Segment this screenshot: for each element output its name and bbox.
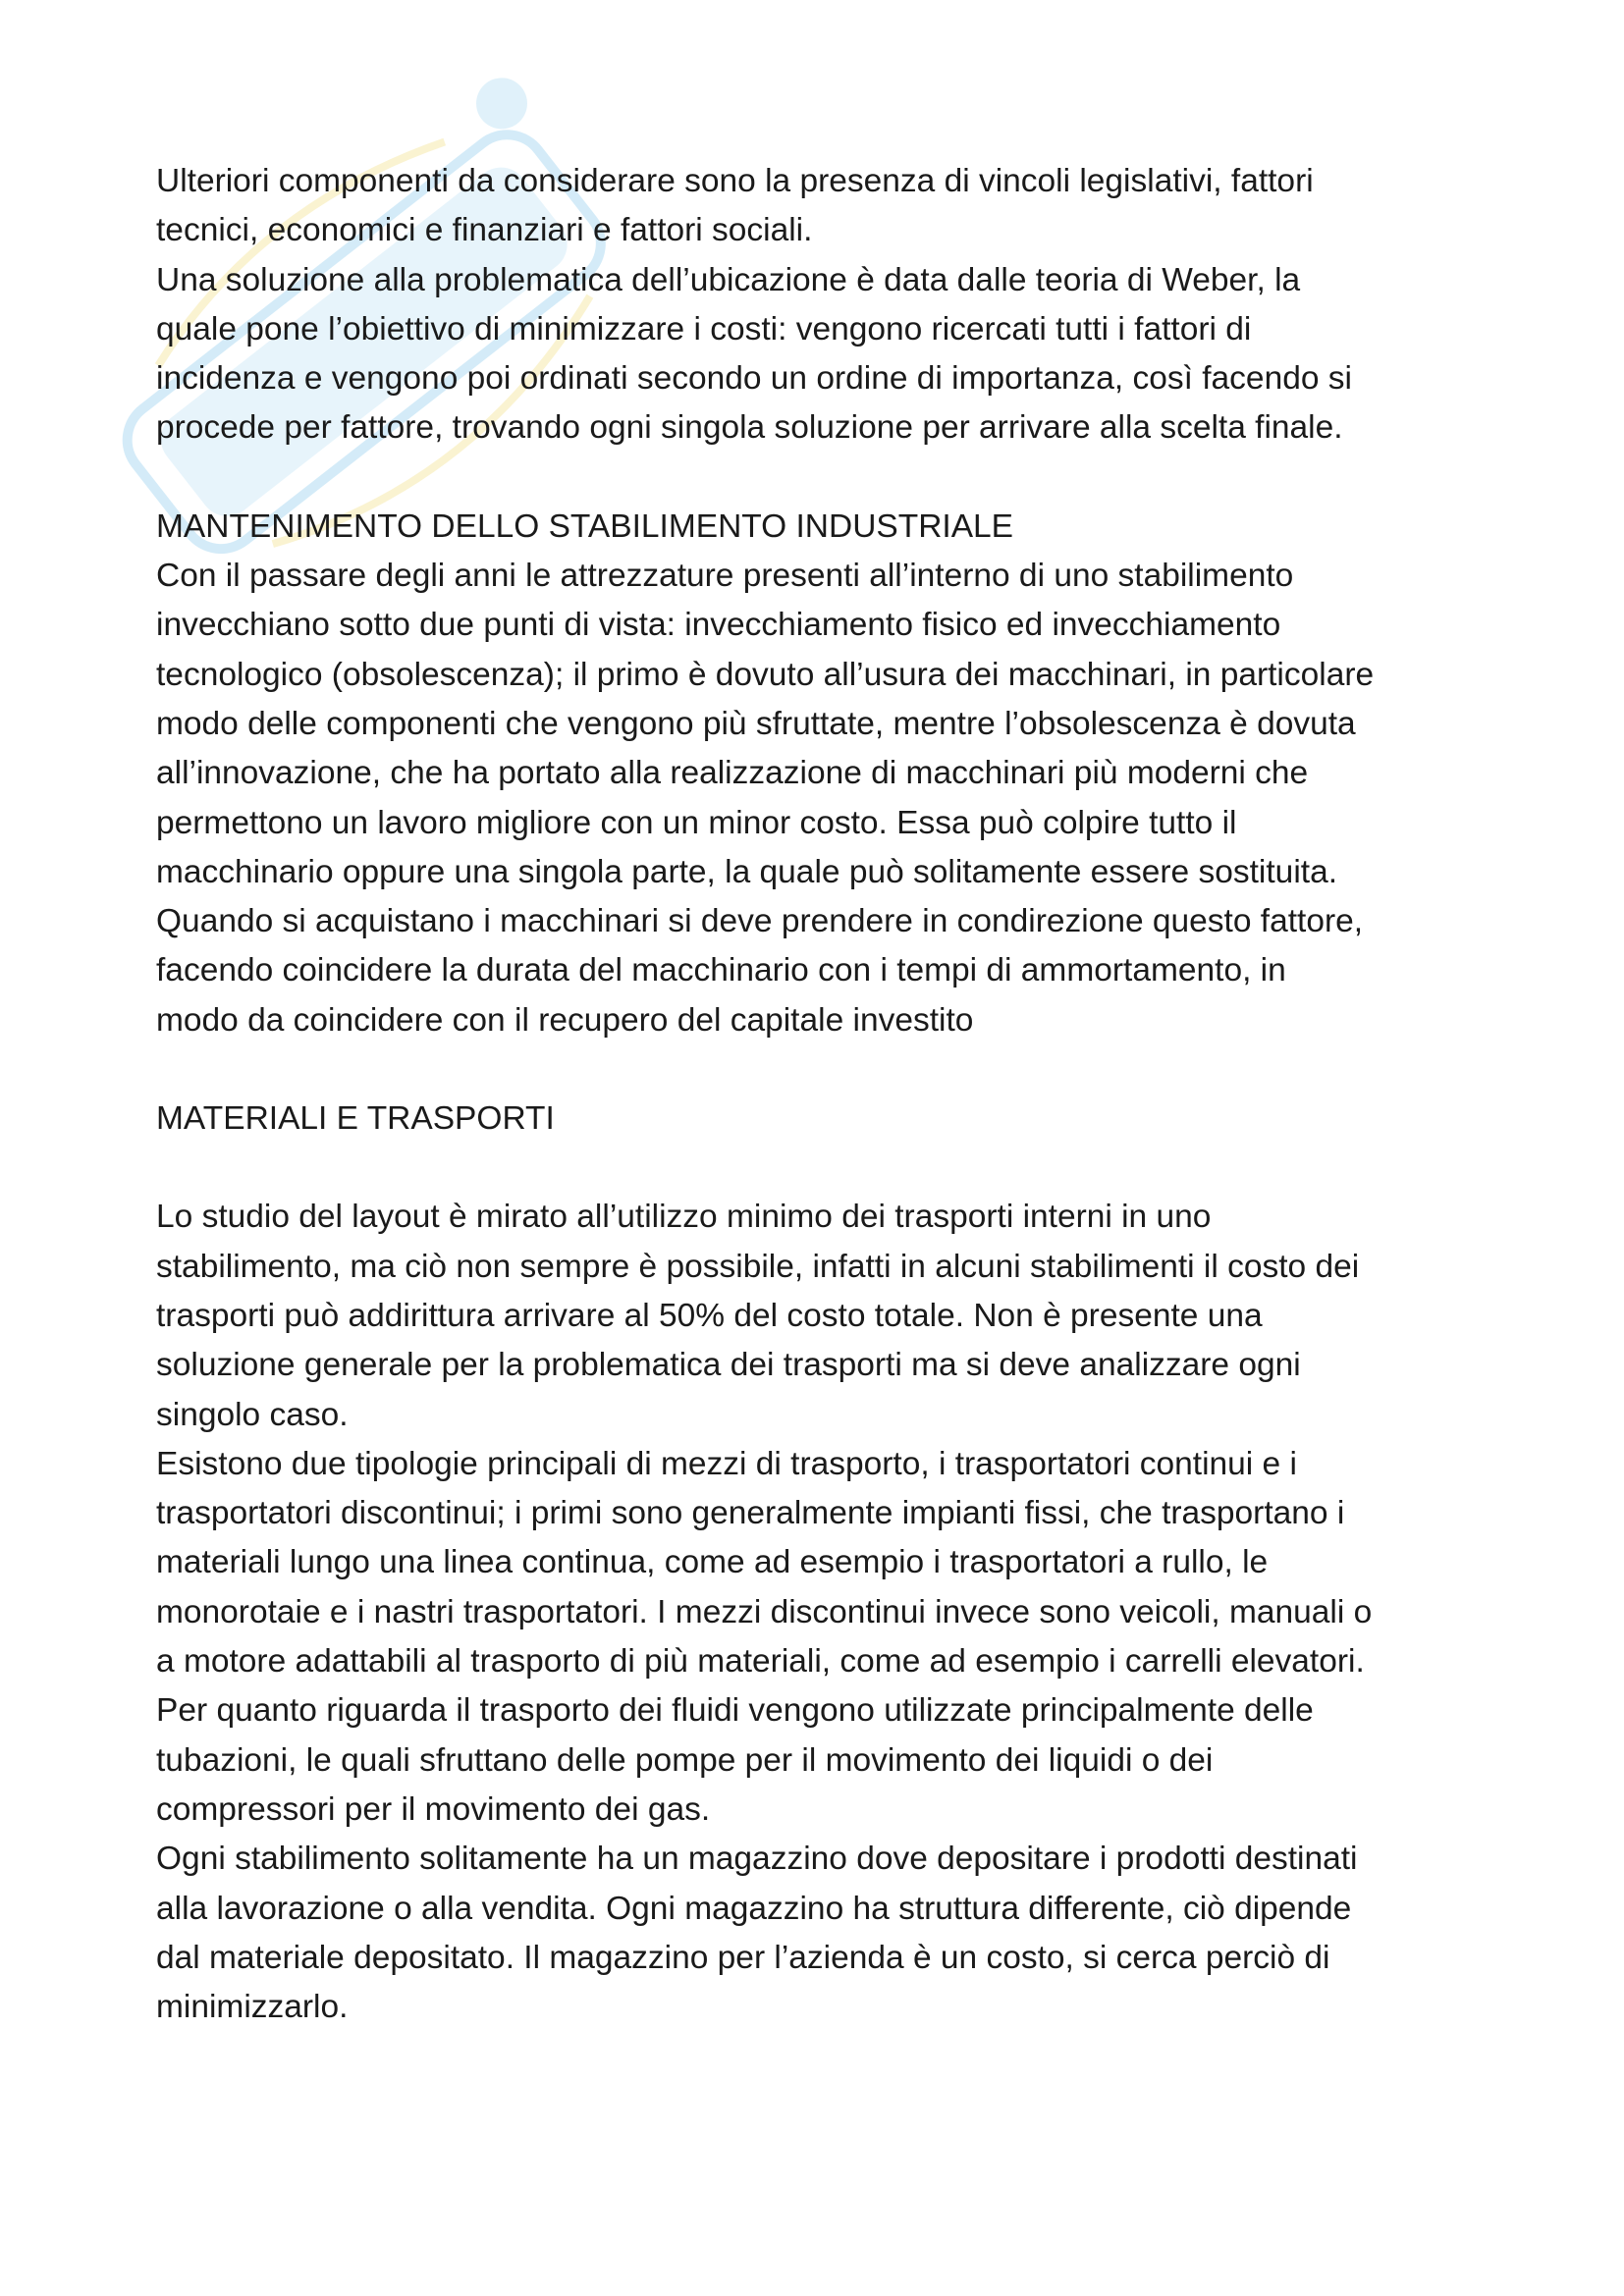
section-heading-materials: MATERIALI E TRASPORTI xyxy=(156,1100,555,1138)
text-line: permettono un lavoro migliore con un minor costo. Essa può colpire tutto il xyxy=(156,804,1237,841)
maintenance-paragraph xyxy=(156,552,1491,1045)
text-line: monorotaie e i nastri trasportatori. I mezzi discontinui invece sono veicoli, manuali o xyxy=(156,1593,1373,1630)
text-line: invecchiano sotto due punti di vista: invecchiamento fisico ed invecchiamento xyxy=(156,607,1281,644)
text-line: all’innovazione, che ha portato alla realizzazione di macchinari più moderni che xyxy=(156,755,1309,792)
text-line: dal materiale depositato. Il magazzino per l’azienda è un costo, si cerca perciò di xyxy=(156,1939,1330,1976)
text-line: Ogni stabilimento solitamente ha un magazzino dove depositare i prodotti destinati xyxy=(156,1841,1358,1878)
text-line: macchinario oppure una singola parte, la quale può solitamente essere sostituita. xyxy=(156,853,1338,890)
text-line: Quando si acquistano i macchinari si deve prendere in condirezione questo fattore, xyxy=(156,903,1364,940)
text-line: Ulteriori componenti da considerare sono la presenza di vincoli legislativi, fattori xyxy=(156,163,1314,199)
text-line: tecnologico (obsolescenza); il primo è dovuto all’usura dei macchinari, in particolare xyxy=(156,656,1375,693)
text-line: quale pone l’obiettivo di minimizzare i costi: vengono ricercati tutti i fattori di xyxy=(156,310,1252,347)
text-line: Una soluzione alla problematica dell’ubicazione è data dalle teoria di Weber, la xyxy=(156,261,1301,298)
text-line: materiali lungo una linea continua, come ad esempio i trasportatori a rullo, le xyxy=(156,1544,1269,1581)
text-line: Lo studio del layout è mirato all’utilizzo minimo dei trasporti interni in uno xyxy=(156,1199,1212,1236)
text-line: compressori per il movimento dei gas. xyxy=(156,1790,711,1828)
text-line: singolo caso. xyxy=(156,1396,349,1433)
paragraph-spacer xyxy=(156,1045,1491,1095)
document-body xyxy=(156,157,1491,2032)
paragraph-spacer xyxy=(156,1144,1491,1193)
text-line: minimizzarlo. xyxy=(156,1989,349,2026)
text-line: facendo coincidere la durata del macchinario con i tempi di ammortamento, in xyxy=(156,952,1286,989)
text-line: modo delle componenti che vengono più sfruttate, mentre l’obsolescenza è dovuta xyxy=(156,705,1356,742)
intro-paragraph xyxy=(156,157,1491,454)
text-line: tecnici, economici e finanziari e fattori sociali. xyxy=(156,212,813,249)
paragraph-spacer xyxy=(156,454,1491,503)
text-line: soluzione generale per la problematica dei trasporti ma si deve analizzare ogni xyxy=(156,1347,1301,1384)
text-line: incidenza e vengono poi ordinati secondo un ordine di importanza, così facendo si xyxy=(156,360,1352,398)
text-line: tubazioni, le quali sfruttano delle pompe per il movimento dei liquidi o dei xyxy=(156,1741,1214,1779)
text-line: a motore adattabili al trasporto di più materiali, come ad esempio i carrelli elevatori. xyxy=(156,1643,1365,1681)
materials-paragraph xyxy=(156,1193,1491,2032)
text-line: stabilimento, ma ciò non sempre è possibile, infatti in alcuni stabilimenti il costo dei xyxy=(156,1248,1360,1285)
text-line: procede per fattore, trovando ogni singola soluzione per arrivare alla scelta finale. xyxy=(156,409,1343,447)
section-heading-maintenance: MANTENIMENTO DELLO STABILIMENTO INDUSTRIALE xyxy=(156,507,1014,545)
text-line: Esistono due tipologie principali di mezzi di trasporto, i trasportatori continui e i xyxy=(156,1445,1297,1482)
text-line: Per quanto riguarda il trasporto dei fluidi vengono utilizzate principalmente delle xyxy=(156,1692,1314,1730)
text-line: Con il passare degli anni le attrezzature presenti all’interno di uno stabilimento xyxy=(156,558,1294,595)
text-line: modo da coincidere con il recupero del capitale investito xyxy=(156,1001,974,1039)
text-line: trasportatori discontinui; i primi sono generalmente impianti fissi, che trasportano i xyxy=(156,1495,1345,1532)
text-line: alla lavorazione o alla vendita. Ogni magazzino ha struttura differente, ciò dipende xyxy=(156,1890,1352,1927)
text-line: trasporti può addirittura arrivare al 50% del costo totale. Non è presente una xyxy=(156,1297,1263,1334)
